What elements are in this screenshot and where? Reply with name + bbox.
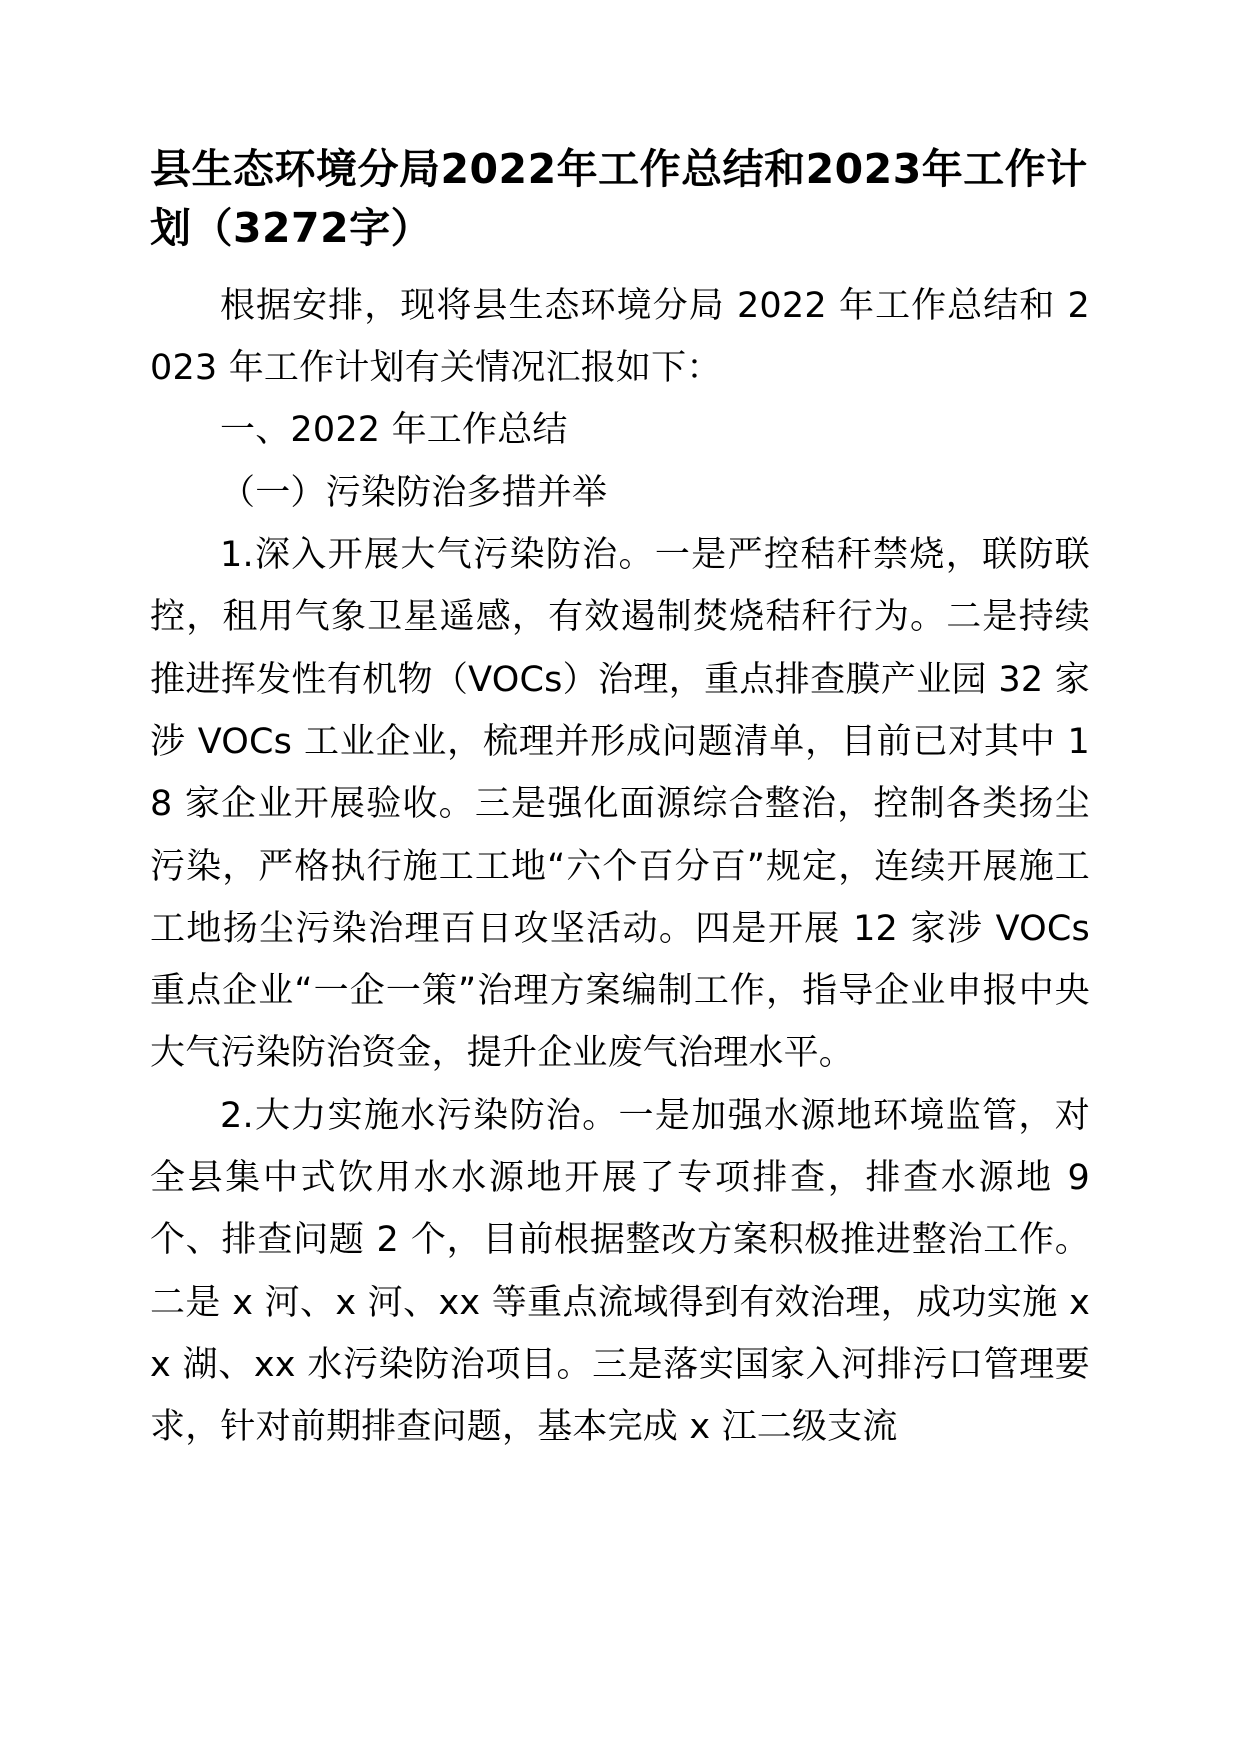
paragraph-item-2: 2.大力实施水污染防治。一是加强水源地环境监管，对全县集中式饮用水水源地开展了专项排查，排查水源地 9 个、排查问题 2 个，目前根据整改方案积极推进整治工作。二是 x 河、x 河、xx 等重点流域得到有效治理，成功实施 xx 湖、xx 水污染防治项目。三是落实国家入河排污口管理要求，针对前期排查问题，基本完成 x 江二级支流 (150, 1095, 1090, 1448)
paragraph-section-heading-1: 一、2022 年工作总结 (220, 410, 568, 451)
paragraph-subsection-heading-1: （一）污染防治多措并举 (220, 472, 608, 513)
paragraph-item-1: 1.深入开展大气污染防治。一是严控秸秆禁烧，联防联控，租用气象卫星遥感，有效遏制焚烧秸秆行为。二是持续推进挥发性有机物（VOCs）治理，重点排查膜产业园 32 家涉 VOCs 工业企业，梳理并形成问题清单，目前已对其中 18 家企业开展验收。三是强化面源综合整治，控制各类扬尘污染，严格执行施工工地“六个百分百”规定，连续开展施工工地扬尘污染治理百日攻坚活动。四是开展 12 家涉 VOCs 重点企业“一企一策”治理方案编制工作，指导企业申报中央大气污染防治资金，提升企业废气治理水平。 (150, 535, 1090, 1074)
page-title: 县生态环境分局2022年工作总结和2023年工作计划（3272字） (150, 145, 1088, 253)
paragraph-intro: 根据安排，现将县生态环境分局 2022 年工作总结和 2023 年工作计划有关情况汇报如下： (150, 285, 1090, 389)
